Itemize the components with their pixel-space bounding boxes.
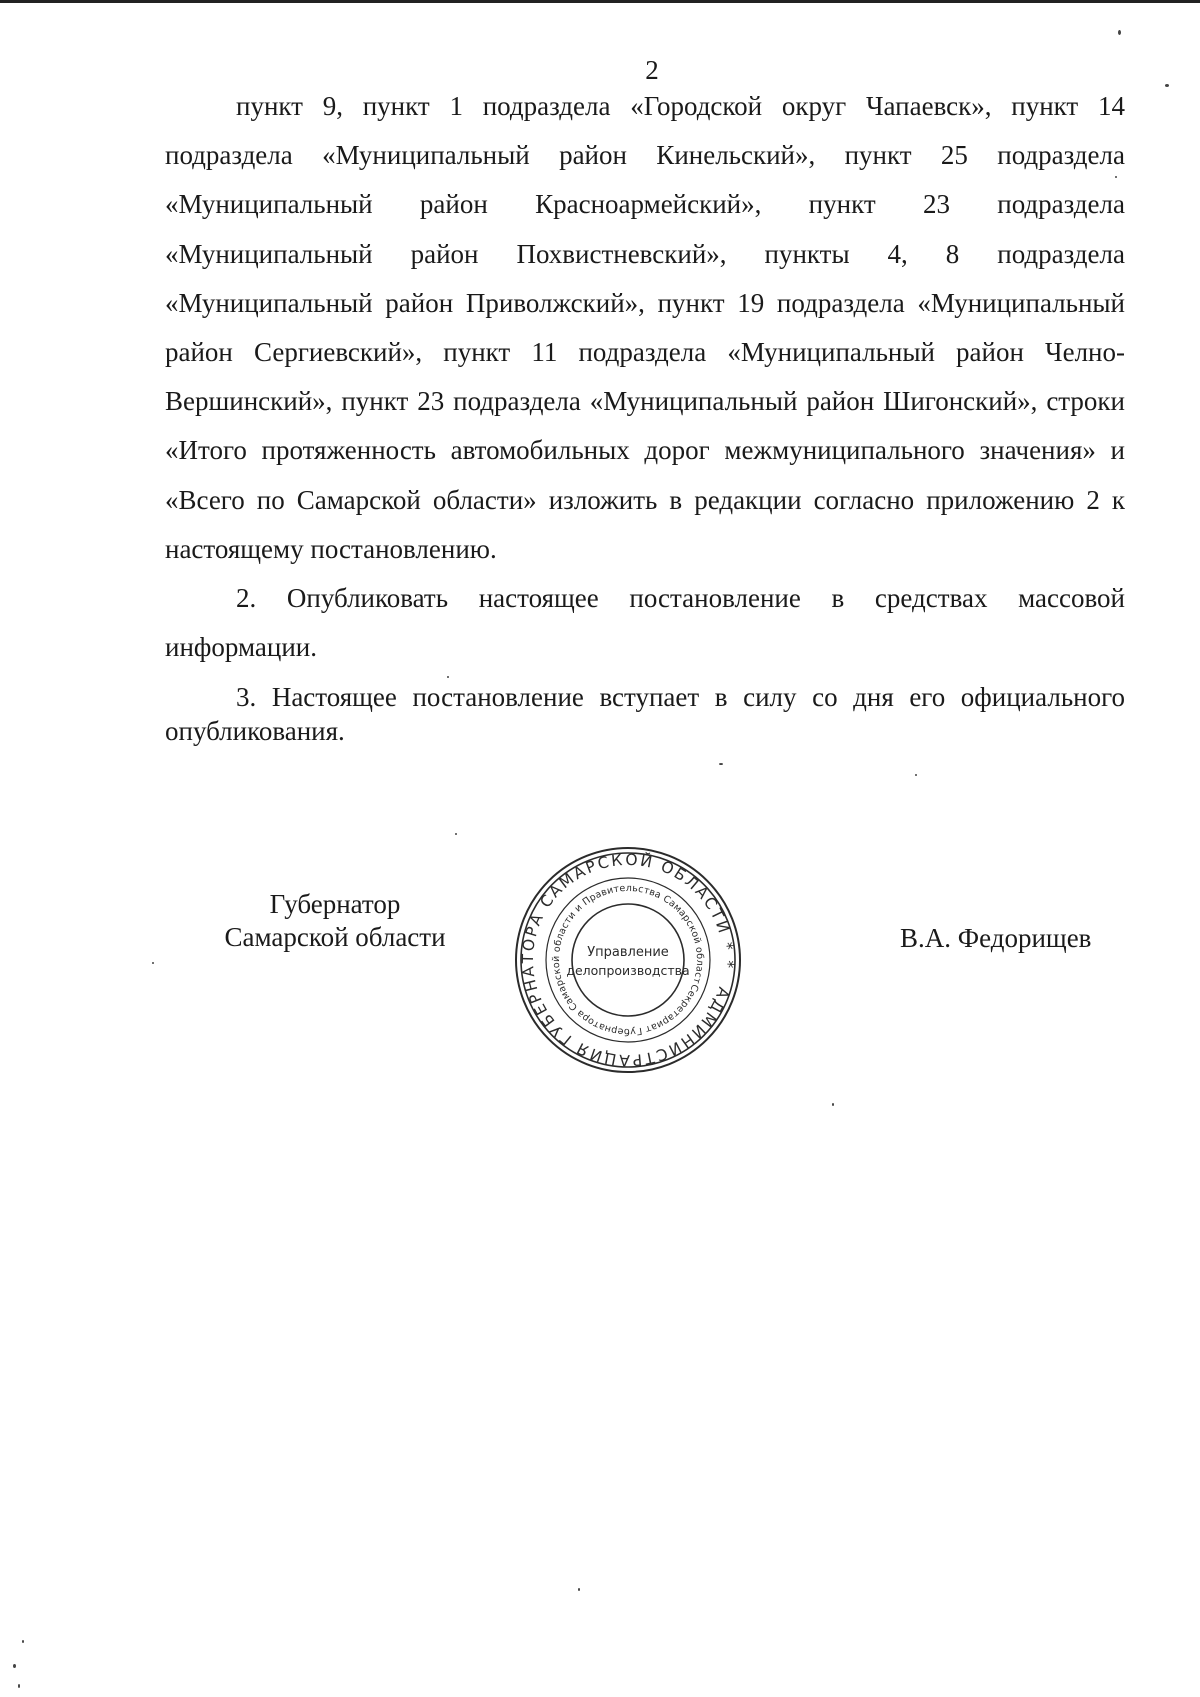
scan-speck	[13, 1664, 16, 1668]
page-number: 2	[645, 55, 659, 85]
seal-stamp-icon	[513, 845, 743, 1075]
document-body	[165, 82, 1125, 748]
scan-speck	[1165, 84, 1169, 87]
scan-speck	[1115, 176, 1117, 178]
paragraph-1: пункт 9, пункт 1 подраздела «Городской округ Чапаевск», пункт 14 подраздела «Муниципальный район Кинельский», пункт 25 подраздела «Муниципальный район Красноармейский», пункт 23 подраздела «Муниципальный район Похвистневский», пункты 4, 8 подраздела «Муниципальный район Приволжский», пункт 19 подраздела «Муниципальный район Сергиевский», пункт 11 подраздела «Муниципальный район Челно-Вершинский», пункт 23 подраздела «Муниципальный район Шигонский», строки «Итого протяженность автомобильных дорог межмуниципального значения» и «Всего по Самарской области» изложить в редакции согласно приложению 2 к настоящему постановлению.	[165, 91, 1125, 564]
seal-center-line-1: Управление	[587, 945, 669, 960]
top-border	[0, 0, 1200, 3]
scan-speck	[1118, 30, 1121, 35]
scan-speck	[455, 833, 457, 835]
signer-name: В.А. Федорищев	[900, 923, 1092, 953]
scan-speck	[18, 1684, 20, 1688]
seal-inner-text: Секретариат Губернатора Самарской области и Правительства Самарской области	[550, 882, 706, 1038]
scan-speck	[447, 676, 449, 678]
scan-speck	[832, 1103, 834, 1106]
scan-speck	[915, 774, 917, 776]
scan-speck	[152, 962, 154, 964]
paragraph-2: 2. Опубликовать настоящее постановление в средствах массовой информации.	[165, 583, 1125, 663]
signer-title	[190, 888, 480, 954]
signer-title-line-2: Самарской области	[224, 922, 446, 952]
scan-speck	[22, 1640, 24, 1643]
seal-outer-text: АДМИНИСТРАЦИЯ ГУБЕРНАТОРА САМАРСКОЙ ОБЛАСТИ * *	[518, 850, 738, 1070]
signer-title-line-1: Губернатор	[269, 889, 401, 919]
svg-text:АДМИНИСТРАЦИЯ ГУБЕРНАТОРА САМА	[513, 845, 743, 1075]
paragraph-3: 3. Настоящее постановление вступает в силу со дня его официального опубликования.	[165, 682, 1125, 747]
seal-center-line-2: делопроизводства	[566, 963, 690, 978]
scan-speck	[578, 1588, 580, 1591]
official-seal	[513, 845, 743, 1075]
scan-speck	[719, 763, 723, 765]
